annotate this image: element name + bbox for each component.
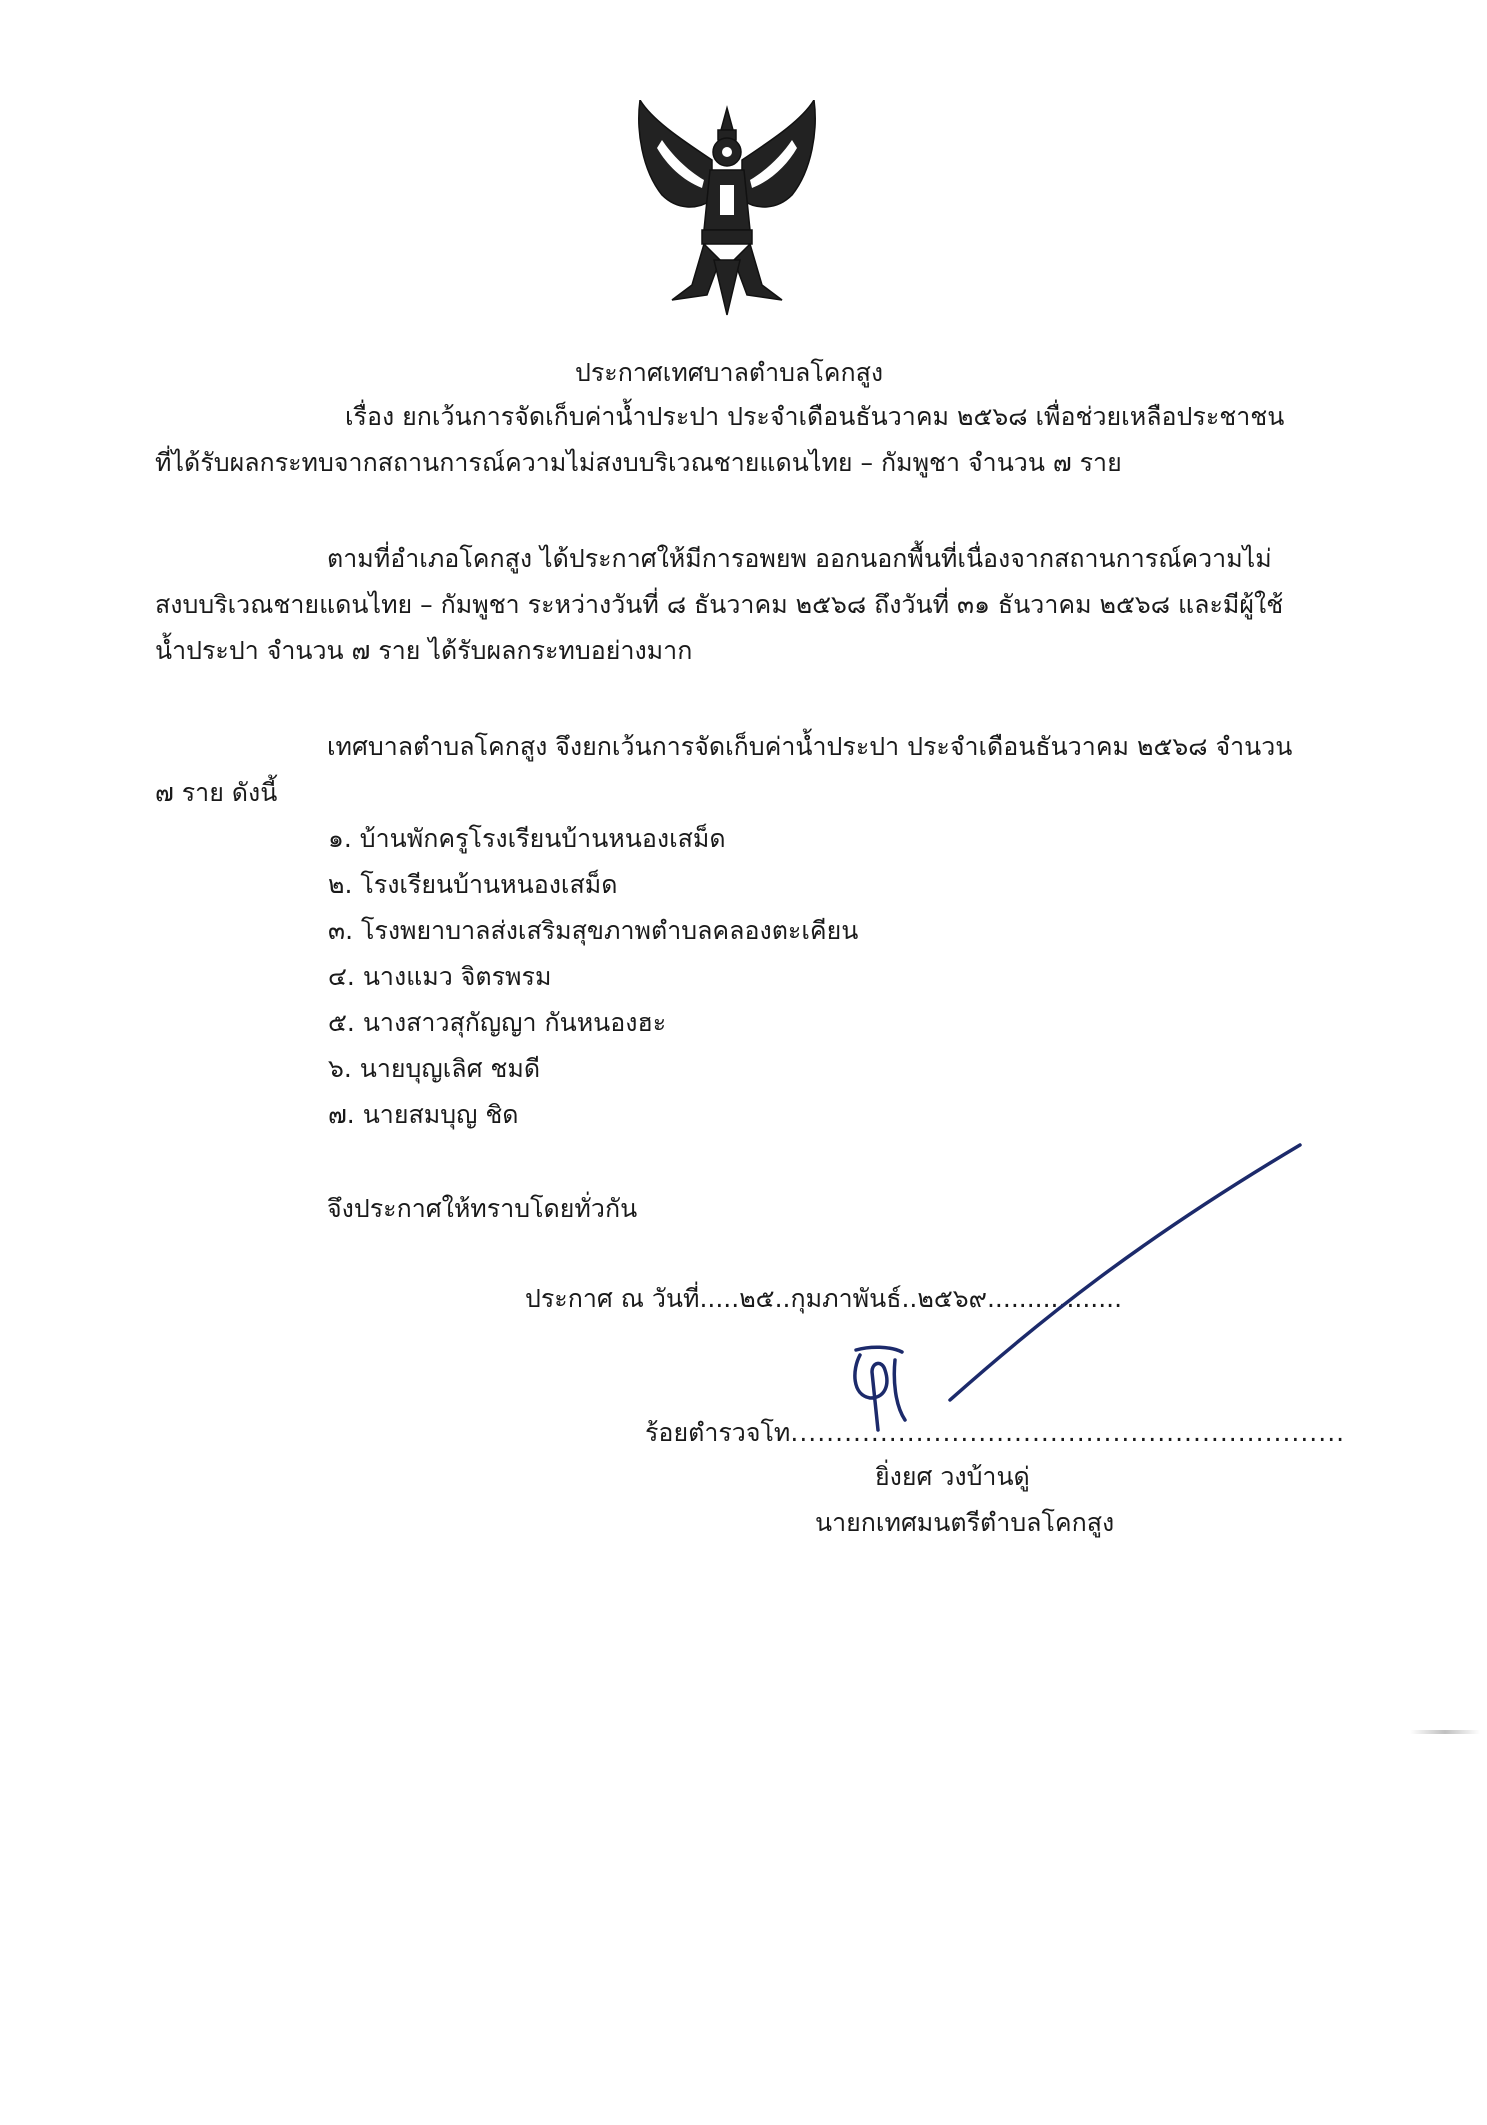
- paragraph-2-line-2: ๗ ราย ดังนี้: [155, 778, 278, 807]
- date-prefix: ประกาศ ณ วันที่.....: [525, 1284, 740, 1313]
- subject-line-2: ที่ได้รับผลกระทบจากสถานการณ์ความไม่สงบบริเวณชายแดนไทย – กัมพูชา จำนวน ๗ ราย: [155, 448, 1122, 477]
- paragraph-1-line-1: ตามที่อำเภอโคกสูง ได้ประกาศให้มีการอพยพ ออกนอกพื้นที่เนื่องจากสถานการณ์ความไม่: [327, 544, 1272, 573]
- list-item: ๑. บ้านพักครูโรงเรียนบ้านหนองเสม็ด: [328, 824, 726, 853]
- date-day: ๒๕: [739, 1284, 775, 1313]
- announcement-date: [525, 1282, 1122, 1316]
- date-separator: ..: [901, 1284, 918, 1313]
- signer-rank: ร้อยตำรวจโท: [645, 1418, 791, 1447]
- list-item: ๖. นายบุญเลิศ ชมดี: [328, 1054, 541, 1083]
- list-item: ๔. นางแมว จิตรพรม: [328, 962, 552, 991]
- list-item: ๓. โรงพยาบาลส่งเสริมสุขภาพตำบลคลองตะเคียน: [328, 916, 859, 945]
- date-separator: ..: [774, 1284, 791, 1313]
- paragraph-1-line-2: สงบบริเวณชายแดนไทย – กัมพูชา ระหว่างวันที่ ๘ ธันวาคม ๒๕๖๘ ถึงวันที่ ๓๑ ธันวาคม ๒๕๖๘ และมีผู้ใช้: [155, 590, 1284, 619]
- signer-name: ยิ่งยศ วงบ้านดู่: [875, 1462, 1030, 1491]
- signer-position: นายกเทศมนตรีตำบลโคกสูง: [815, 1508, 1115, 1537]
- list-item: ๕. นางสาวสุกัญญา กันหนองฮะ: [328, 1008, 667, 1037]
- garuda-emblem-icon: [632, 100, 822, 320]
- signature-line: [645, 1416, 1345, 1450]
- announcement-title: ประกาศเทศบาลตำบลโคกสูง: [575, 358, 884, 387]
- date-year: ๒๕๖๙: [917, 1284, 987, 1313]
- paragraph-1-line-3: น้ำประปา จำนวน ๗ ราย ได้รับผลกระทบอย่างมาก: [155, 636, 693, 665]
- closing-statement: จึงประกาศให้ทราบโดยทั่วกัน: [327, 1194, 638, 1223]
- date-month: กุมภาพันธ์: [790, 1284, 902, 1313]
- subject-line-1: เรื่อง ยกเว้นการจัดเก็บค่าน้ำประปา ประจำเดือนธันวาคม ๒๕๖๘ เพื่อช่วยเหลือประชาชน: [345, 402, 1285, 431]
- signature-dots: ..............................................................: [790, 1418, 1346, 1447]
- list-item: ๗. นายสมบุญ ชิด: [328, 1100, 519, 1129]
- date-trailing-dots: .................: [986, 1284, 1123, 1313]
- list-item: ๒. โรงเรียนบ้านหนองเสม็ด: [328, 870, 618, 899]
- scan-smudge: [1410, 1730, 1480, 1734]
- paragraph-2-line-1: เทศบาลตำบลโคกสูง จึงยกเว้นการจัดเก็บค่าน้ำประปา ประจำเดือนธันวาคม ๒๕๖๘ จำนวน: [327, 732, 1293, 761]
